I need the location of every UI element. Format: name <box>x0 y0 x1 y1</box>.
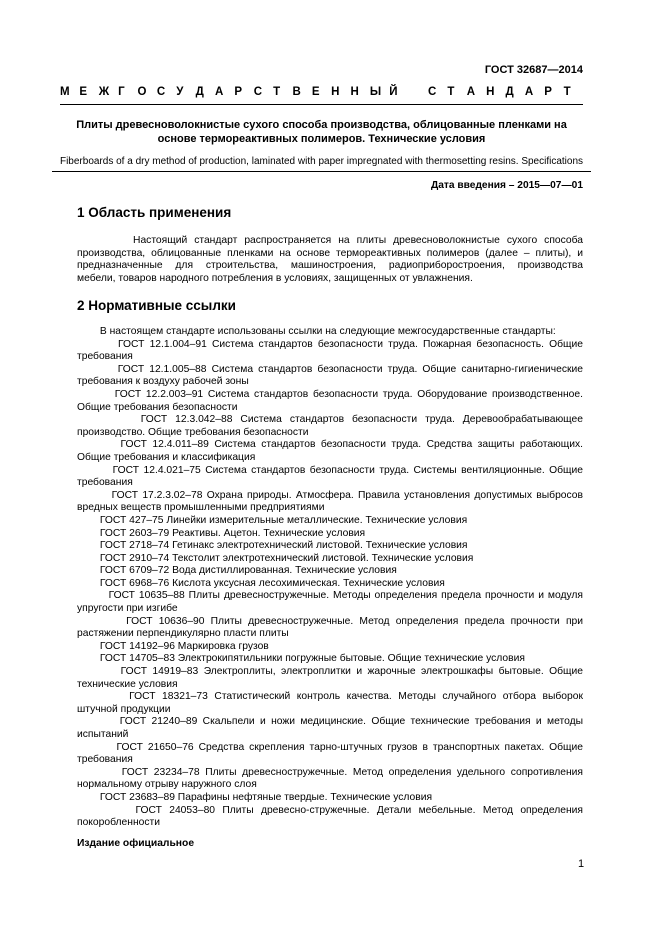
text-line: ГОСТ 6709–72 Вода дистиллированная. Технические условия <box>77 565 397 577</box>
text-line: ГОСТ 21650–76 Средства скрепления тарно-штучных грузов в транспортных пакетах. Общие <box>77 741 583 753</box>
banner-letter: Т <box>447 86 455 98</box>
banner-letter: Е <box>311 86 320 98</box>
banner-letter: Н <box>486 86 495 98</box>
text-line: требования к воздуху рабочей зоны <box>77 376 249 388</box>
document-title <box>60 118 583 146</box>
text-line: ГОСТ 2603–79 Реактивы. Ацетон. Технические условия <box>77 527 366 539</box>
text-line: ГОСТ 10635–88 Плиты древесностружечные. Методы определения предела прочности и модуля <box>77 590 583 602</box>
section-heading-scope: 1 Область применения <box>77 205 232 220</box>
text-line: ГОСТ 6968–76 Кислота уксусная лесохимическая. Технические условия <box>77 577 445 589</box>
banner-letter: В <box>292 86 301 98</box>
banner-letter: А <box>214 86 224 98</box>
text-line: производство. Общие требования безопасности <box>77 426 309 438</box>
text-line: штучной продукции <box>77 703 171 715</box>
text-line: В настоящем стандарте использованы ссылки на следующие межгосударственные стандарты: <box>77 326 556 337</box>
banner-letter: С <box>156 86 166 98</box>
banner-letter: Д <box>195 86 204 98</box>
banner-letter: Р <box>544 86 552 98</box>
text-line: ГОСТ 23683–89 Парафины нефтяные твердые. Технические условия <box>77 791 433 803</box>
text-line: упругости при изгибе <box>77 603 178 615</box>
text-line: ГОСТ 427–75 Линейки измерительные металлические. Технические условия <box>77 514 468 526</box>
banner-letter: Е <box>79 86 88 98</box>
scope-paragraph <box>77 235 583 285</box>
edition-label: Издание официальное <box>77 838 195 849</box>
banner-letter: С <box>428 86 437 98</box>
title-line-1: Плиты древесноволокнистые сухого способа производства, облицованные пленками на <box>76 119 567 131</box>
text-line: ГОСТ 12.4.011–89 Система стандартов безопасности труда. Средства защиты работающих. <box>77 439 583 451</box>
text-line: нормальному отрыву наружного слоя <box>77 779 257 791</box>
banner-letter: Т <box>563 86 571 98</box>
banner-letter: Н <box>350 86 359 98</box>
english-title: Fiberboards of a dry method of production, laminated with paper impregnated with thermosetting resins. Specifications <box>52 156 591 172</box>
text-line: Общие требования безопасности <box>77 401 238 413</box>
text-line: ГОСТ 14705–83 Электрокипятильники погружные бытовые. Общие технические условия <box>77 653 525 665</box>
banner-letter: Й <box>389 86 398 98</box>
banner-letter: А <box>466 86 476 98</box>
text-line: ГОСТ 21240–89 Скальпели и ножи медицинские. Общие технические требования и методы <box>77 716 583 728</box>
introduction-date: Дата введения – 2015—07—01 <box>431 180 583 191</box>
title-line-2: основе термореактивных полимеров. Технические условия <box>157 133 486 145</box>
text-line: ГОСТ 17.2.3.02–78 Охрана природы. Атмосфера. Правила установления допустимых выбросов <box>77 489 583 501</box>
text-line: ГОСТ 12.2.003–91 Система стандартов безопасности труда. Оборудование производственное. <box>77 388 583 400</box>
text-line: ГОСТ 14192–96 Маркировка грузов <box>77 640 269 652</box>
text-line: мебели, товаров народного потребления в условиях, защищенных от увлажнения. <box>77 272 473 284</box>
text-line: производства, облицованные пленками на основе термореактивных полимеров (далее – плиты), и <box>77 247 583 259</box>
text-line: покоробленности <box>77 817 160 829</box>
banner-letter: О <box>137 86 147 98</box>
text-line: требования <box>77 477 133 489</box>
section-heading-references: 2 Нормативные ссылки <box>77 298 236 313</box>
text-line: требования <box>77 754 133 766</box>
text-line: ГОСТ 2718–74 Гетинакс электротехнический листовой. Технические условия <box>77 540 468 552</box>
text-line: предназначенные для строительства, машиностроения, радиоприборостроения, производства <box>77 260 583 272</box>
text-line: вредных веществ промышленными предприятиями <box>77 502 325 514</box>
text-line: ГОСТ 18321–73 Статистический контроль качества. Методы случайного отбора выборок <box>77 691 583 703</box>
banner-letter: Р <box>234 86 242 98</box>
banner-letter: Г <box>118 86 125 98</box>
standard-banner <box>60 83 583 105</box>
banner-letter: Ы <box>369 86 382 98</box>
banner-letter: С <box>253 86 263 98</box>
text-line: ГОСТ 23234–78 Плиты древесностружечные. Метод определения удельного сопротивления <box>77 766 583 778</box>
text-line: ГОСТ 24053–80 Плиты древесно-стружечные. Детали мебельные. Метод определения <box>77 804 583 816</box>
text-line: ГОСТ 2910–74 Текстолит электротехнический листовой. Технические условия <box>77 552 474 564</box>
banner-letter: М <box>60 86 70 98</box>
banner-letter: Д <box>505 86 514 98</box>
text-line: Общие требования и классификация <box>77 451 256 463</box>
banner-letter: Т <box>273 86 281 98</box>
text-line: технические условия <box>77 678 178 690</box>
text-line: испытаний <box>77 729 129 740</box>
banner-letter: Ж <box>98 86 110 98</box>
banner-letter: Н <box>331 86 340 98</box>
text-line: ГОСТ 14919–83 Электроплиты, электроплитки и жарочные электрошкафы бытовые. Общие <box>77 666 583 678</box>
banner-letter: У <box>176 86 184 98</box>
doc-number: ГОСТ 32687—2014 <box>484 64 583 76</box>
text-line: ГОСТ 12.1.004–91 Система стандартов безопасности труда. Пожарная безопасность. Общие <box>77 338 583 350</box>
text-line: растяжении перпендикулярно пласти плиты <box>77 628 289 640</box>
text-line: ГОСТ 12.4.021–75 Система стандартов безопасности труда. Системы вентиляционные. Общие <box>77 464 583 476</box>
banner-letter: А <box>524 86 534 98</box>
page-number: 1 <box>578 858 585 870</box>
text-line: требования <box>77 351 133 363</box>
text-line: ГОСТ 12.3.042–88 Система стандартов безопасности труда. Деревообрабатывающее <box>77 414 583 426</box>
references-paragraph <box>77 326 583 830</box>
text-line: ГОСТ 10636–90 Плиты древесностружечные. Метод определения предела прочности при <box>77 615 583 627</box>
text-line: ГОСТ 12.1.005–88 Система стандартов безопасности труда. Общие санитарно-гигиенические <box>77 363 583 375</box>
text-line: Настоящий стандарт распространяется на плиты древесноволокнистые сухого способа <box>77 235 583 246</box>
